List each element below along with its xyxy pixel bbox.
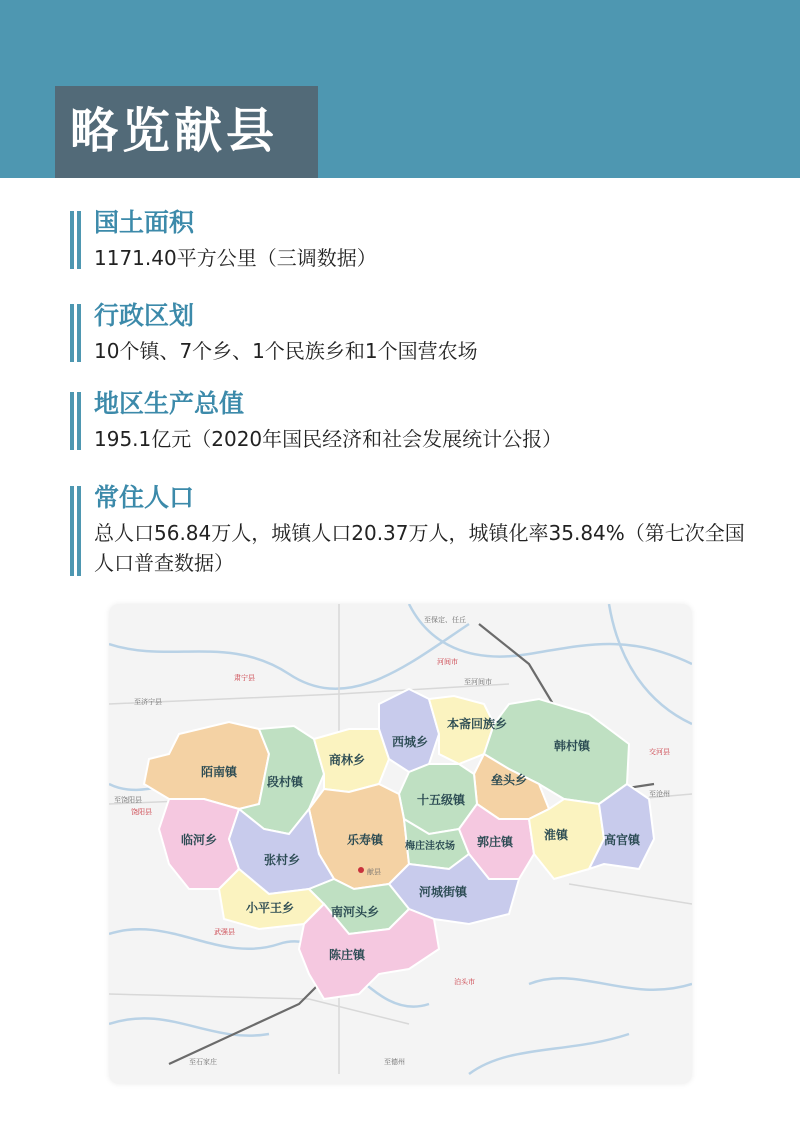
direction-label: 至保定、任丘 <box>424 616 466 624</box>
town-label: 南河头乡 <box>331 905 380 919</box>
section-body: 195.1亿元（2020年国民经济和社会发展统计公报） <box>94 427 563 451</box>
direction-label: 至饶阳县 <box>114 796 142 804</box>
town-label: 临河乡 <box>181 833 218 847</box>
town-label: 陌南镇 <box>201 765 238 779</box>
town-label: 梅庄洼农场 <box>405 841 455 852</box>
town-label: 高官镇 <box>604 833 641 847</box>
town-label: 西城乡 <box>392 735 429 749</box>
town-label: 陈庄镇 <box>329 948 366 962</box>
section-body: 1171.40平方公里（三调数据） <box>94 246 377 270</box>
direction-label: 至德州 <box>384 1058 405 1066</box>
town-label: 商林乡 <box>329 753 366 767</box>
section-heading: 行政区划 <box>94 301 195 330</box>
town-label: 垒头乡 <box>491 773 528 787</box>
map-svg <box>109 604 692 1084</box>
neighbor-label: 肃宁县 <box>234 674 255 682</box>
neighbor-label: 饶阳县 <box>131 808 152 816</box>
neighbor-label: 交河县 <box>649 748 670 756</box>
neighbor-label: 泊头市 <box>454 978 475 986</box>
town-label: 乐寿镇 <box>347 833 384 847</box>
county-seat-marker <box>358 867 364 873</box>
section-heading: 常住人口 <box>94 483 195 512</box>
direction-label: 至济宁县 <box>134 698 162 706</box>
section-heading: 国土面积 <box>94 208 195 237</box>
town-label: 本斋回族乡 <box>447 717 508 731</box>
town-label: 淮镇 <box>544 828 569 842</box>
neighbor-label: 武强县 <box>214 928 235 936</box>
section-population <box>70 482 770 582</box>
section-administration <box>70 300 770 364</box>
town-label: 张村乡 <box>264 853 301 867</box>
direction-label: 至石家庄 <box>189 1058 217 1066</box>
town-label: 韩村镇 <box>554 739 591 753</box>
section-gdp <box>70 388 770 452</box>
page-title: 略览献县 <box>70 103 279 159</box>
town-label: 小平王乡 <box>246 901 295 915</box>
direction-label: 至河间市 <box>464 678 492 686</box>
direction-label: 至沧州 <box>649 790 670 798</box>
section-heading: 地区生产总值 <box>94 389 245 418</box>
section-body: 10个镇、7个乡、1个民族乡和1个国营农场 <box>94 339 478 363</box>
neighbor-label: 河间市 <box>437 658 458 666</box>
section-body: 总人口56.84万人，城镇人口20.37万人，城镇化率35.84%（第七次全国人口普查数据） <box>94 521 745 575</box>
town-label: 十五级镇 <box>417 793 466 807</box>
county-seat-label: 献县 <box>367 868 381 876</box>
section-land-area <box>70 207 770 271</box>
county-map <box>109 604 692 1084</box>
town-label: 段村镇 <box>267 775 304 789</box>
town-label: 河城街镇 <box>419 885 468 899</box>
town-label: 郭庄镇 <box>477 835 514 849</box>
